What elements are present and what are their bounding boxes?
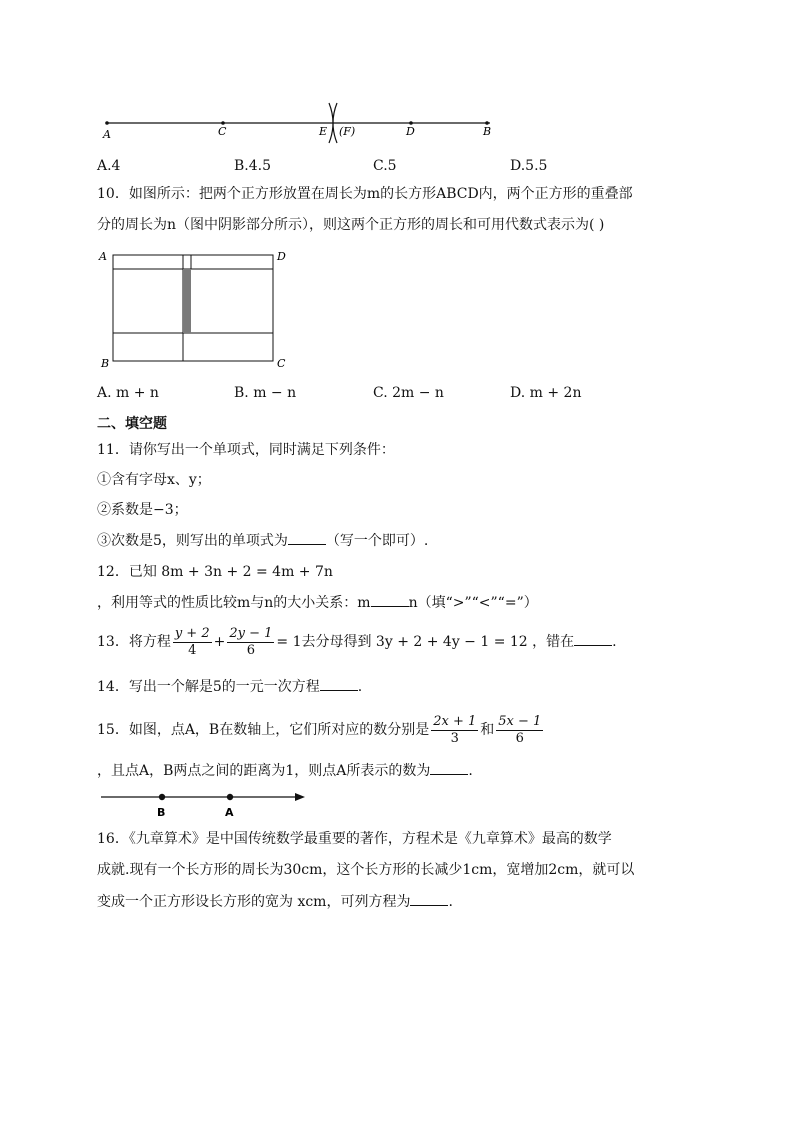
- q11-condition-2: ②系数是−3；: [97, 502, 188, 518]
- label-d: D: [406, 125, 415, 138]
- q15-line1: [97, 712, 545, 748]
- point-a: [227, 794, 233, 800]
- q11-stem: 11．请你写出一个单项式，同时满足下列条件：: [97, 442, 395, 458]
- q15-line2: [97, 760, 473, 781]
- label-a: A: [99, 250, 107, 263]
- q12-compare: [97, 592, 538, 613]
- q11-answer-blank[interactable]: [288, 530, 326, 545]
- q12-text-b: n（填“>”“<”“=”）: [408, 595, 538, 611]
- q14-answer-blank[interactable]: [320, 676, 358, 691]
- rect-abcd: [113, 255, 273, 361]
- label-a: A: [103, 128, 111, 141]
- q15-prefix: 15．如图，点A，B在数轴上，它们所对应的数分别是: [97, 722, 430, 738]
- arrow-head-icon: [295, 793, 305, 801]
- q10-option-b[interactable]: B. m − n: [234, 385, 297, 401]
- q12-answer-blank[interactable]: [371, 592, 409, 607]
- q13-end: .: [612, 634, 617, 650]
- label-b: B: [157, 806, 166, 819]
- q15-f2-numerator: 5x − 1: [498, 713, 542, 729]
- q9-option-d[interactable]: D.5.5: [510, 158, 548, 174]
- q13-answer-blank[interactable]: [574, 631, 612, 646]
- q15-f1-numerator: 2x + 1: [433, 713, 477, 729]
- point-b: [159, 794, 165, 800]
- q9-option-c[interactable]: C.5: [373, 158, 397, 174]
- q13-fraction-1: [173, 626, 212, 659]
- label-e: E: [319, 125, 328, 138]
- q14-text: 14．写出一个解是5的一元一次方程: [97, 679, 320, 695]
- q15-f2-denominator: 6: [515, 730, 524, 746]
- q16-end: .: [448, 894, 453, 910]
- q13-plus: +: [213, 634, 226, 650]
- q13-prefix: 13．将方程: [97, 634, 171, 650]
- q11-condition-1: ①含有字母x、y；: [97, 472, 211, 488]
- q15-fraction-2: [496, 714, 543, 747]
- q13-fraction-2: [227, 626, 274, 659]
- q13-line: [97, 624, 617, 660]
- q10-option-c[interactable]: C. 2m − n: [373, 385, 444, 401]
- square-right: [183, 255, 273, 333]
- q9-option-a[interactable]: A.4: [97, 158, 121, 174]
- q10-stem-line1: 10．如图所示：把两个正方形放置在周长为m的长方形ABCD内，两个正方形的重叠部: [97, 186, 633, 202]
- label-b: B: [483, 125, 492, 138]
- q11-text-b: （写一个即可）.: [325, 533, 429, 549]
- q16-text: 变成一个正方形设长方形的宽为 xcm，可列方程为: [97, 894, 411, 910]
- label-f: (F): [339, 125, 356, 138]
- q12-stem: 12．已知 8m + 3n + 2 = 4m + 7n: [97, 564, 333, 580]
- square-left: [113, 269, 183, 361]
- q13-f1-denominator: 4: [188, 642, 197, 658]
- q16-answer-blank[interactable]: [410, 891, 448, 906]
- label-c: C: [277, 357, 286, 370]
- q14-end: .: [357, 679, 363, 695]
- q15-answer-blank[interactable]: [430, 760, 468, 775]
- q9-option-b[interactable]: B.4.5: [234, 158, 272, 174]
- q12-text-a: ，利用等式的性质比较m与n的大小关系：m: [97, 595, 371, 611]
- q10-option-d[interactable]: D. m + 2n: [510, 385, 582, 401]
- label-b: B: [101, 357, 110, 370]
- q13-f2-denominator: 6: [246, 642, 255, 658]
- q13-rest: = 1去分母得到 3y + 2 + 4y − 1 = 12 ，错在: [276, 634, 575, 650]
- q14-line: [97, 676, 362, 697]
- q15-end: .: [468, 763, 473, 779]
- q16-line3: [97, 891, 453, 912]
- q16-line2: 成就.现有一个长方形的周长为30cm，这个长方形的长减少1cm，宽增加2cm，就可以: [97, 862, 635, 878]
- label-c: C: [218, 125, 227, 138]
- q11-condition-3: [97, 530, 428, 551]
- section-title-fill-in: 二、填空题: [97, 416, 167, 432]
- q13-f2-numerator: 2y − 1: [229, 625, 273, 641]
- q10-rectangle-figure: [95, 245, 295, 375]
- q10-option-a[interactable]: A. m + n: [97, 385, 159, 401]
- q10-stem-line2: 分的周长为n（图中阴影部分所示），则这两个正方形的周长和可用代数式表示为( ): [97, 217, 605, 233]
- q15-and: 和: [480, 722, 495, 738]
- q15-fraction-1: [431, 714, 478, 747]
- q15-text: ，且点A，B两点之间的距离为1，则点A所表示的数为: [97, 763, 431, 779]
- q11-text-a: ③次数是5，则写出的单项式为: [97, 533, 288, 549]
- q16-line1: 16．《九章算术》是中国传统数学最重要的著作，方程术是《九章算术》最高的数学: [97, 831, 612, 847]
- label-a: A: [225, 806, 234, 819]
- point-a: [105, 121, 109, 125]
- q13-f1-numerator: y + 2: [174, 625, 210, 641]
- q9-segment-figure: [97, 100, 507, 145]
- label-d: D: [277, 250, 286, 263]
- q15-f1-denominator: 3: [450, 730, 459, 746]
- overlap-shaded-strip: [183, 269, 191, 333]
- q15-number-line-figure: [97, 788, 312, 820]
